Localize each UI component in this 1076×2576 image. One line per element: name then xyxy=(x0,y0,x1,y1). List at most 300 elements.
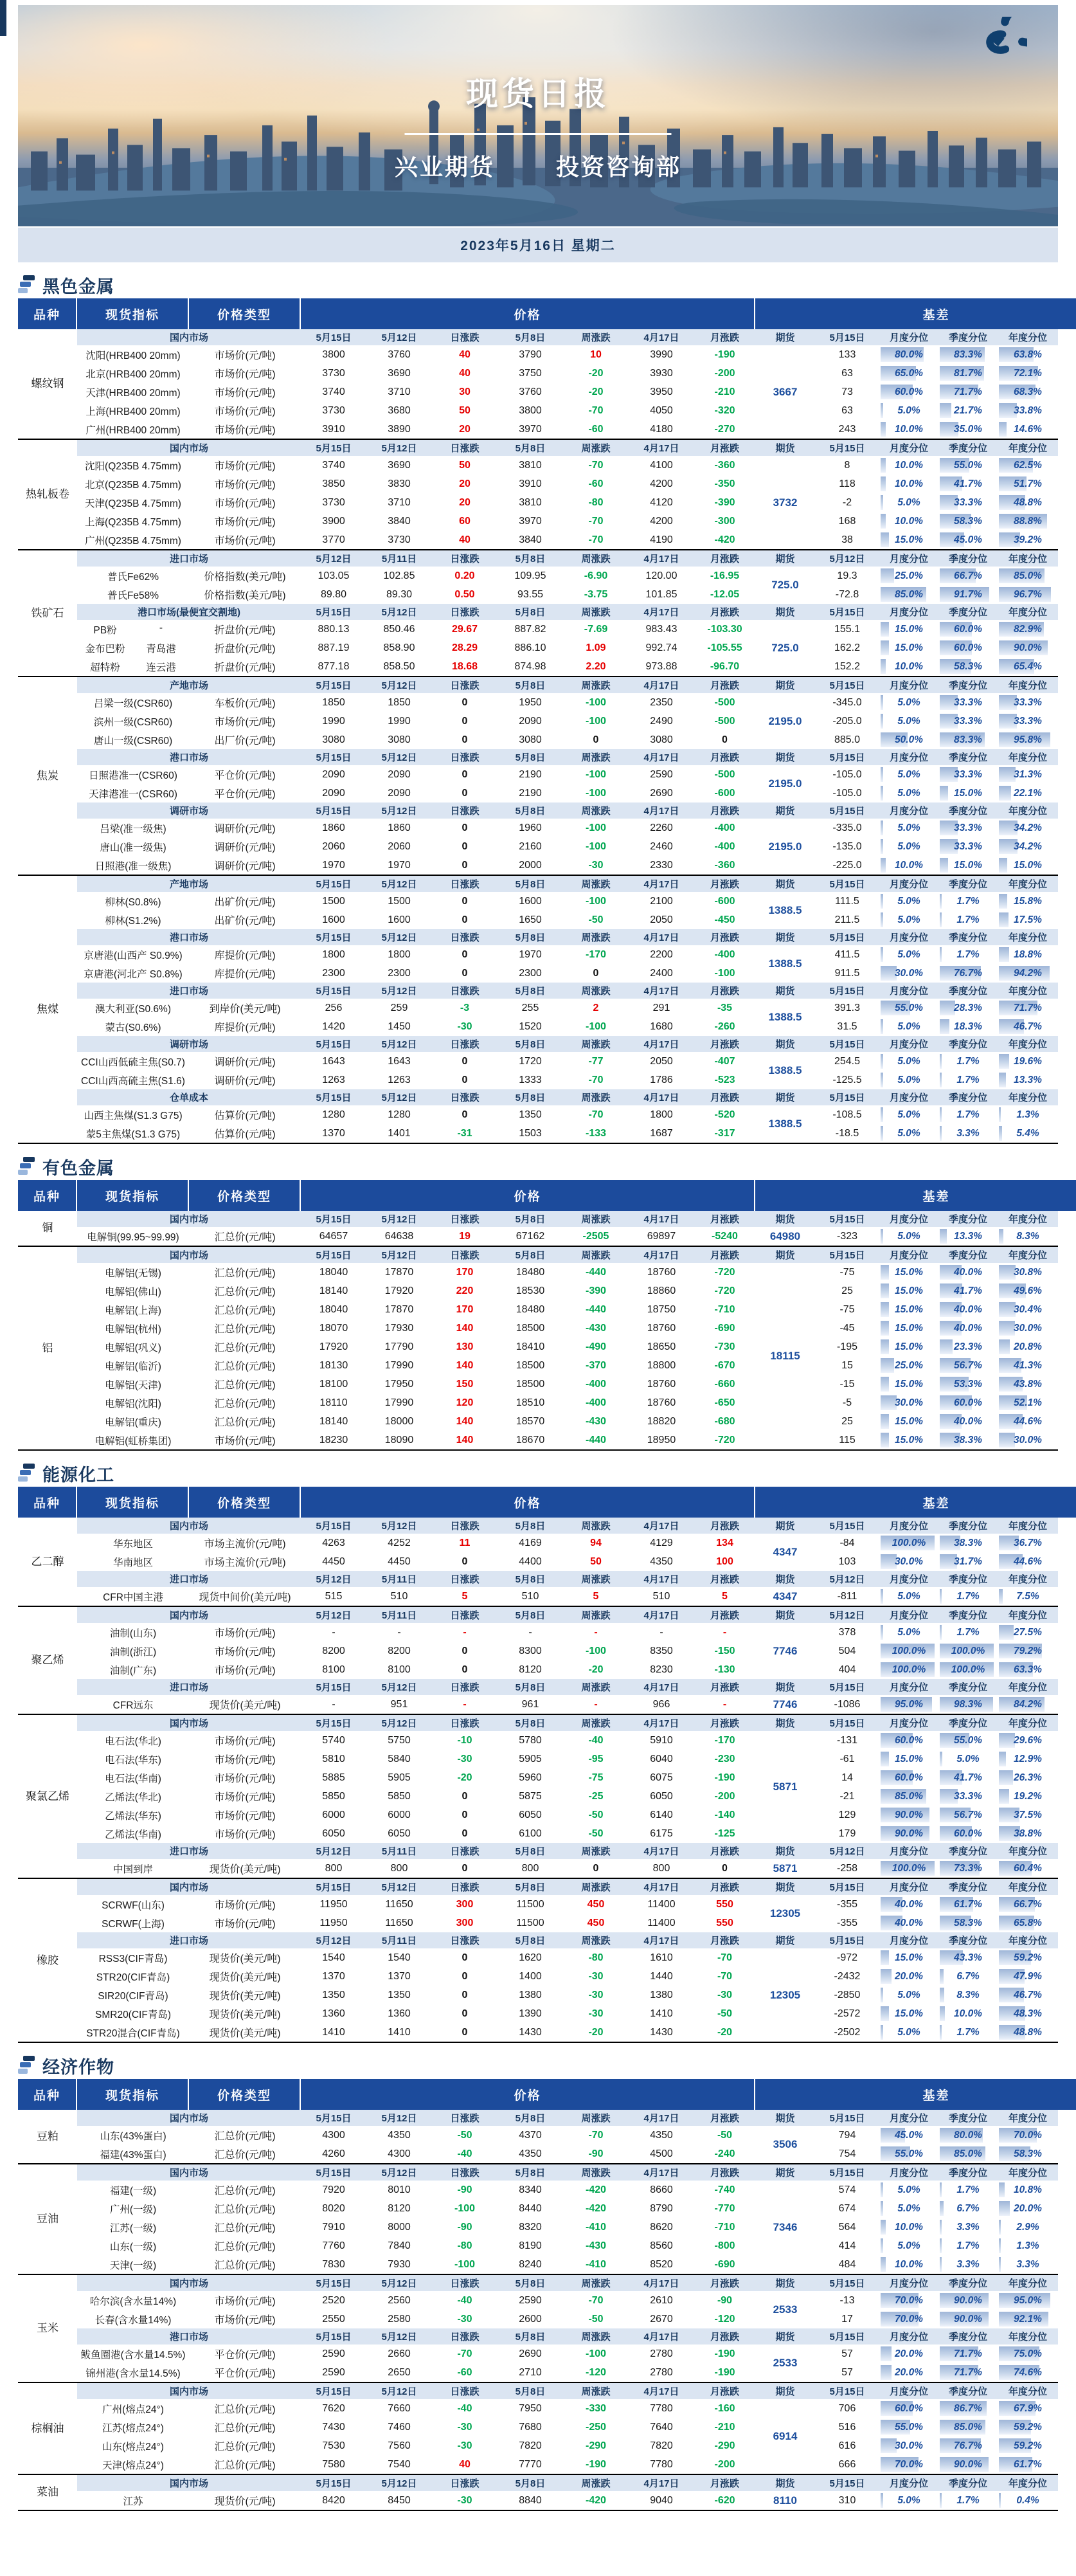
indicator-cell xyxy=(77,1862,189,1876)
price-type-cell: 汇总价(元/吨) xyxy=(214,1417,276,1428)
subheader-date-label: 5月8日 xyxy=(515,752,546,763)
percentile-value: 36.7% xyxy=(1014,1537,1042,1548)
subheader-date-label: 月度分位 xyxy=(889,2478,928,2489)
subheader-date-label: 5月8日 xyxy=(515,1039,546,1050)
month-change: -300 xyxy=(714,515,735,527)
percentile-value: 55.0% xyxy=(954,1734,982,1746)
percentile-value: 70.0% xyxy=(1014,2129,1042,2141)
indicator-cell xyxy=(77,2294,189,2308)
basis-value: 162.2 xyxy=(834,642,861,653)
percentile-quarter xyxy=(938,1534,998,1552)
percentile-value: 28.3% xyxy=(954,1002,982,1013)
group-rows xyxy=(77,620,1058,676)
price-prev: 800 xyxy=(390,1862,408,1874)
price-prev: 8120 xyxy=(388,2202,411,2214)
subheader-date-label: 期货 xyxy=(775,1521,795,1532)
market-subheader-row xyxy=(77,329,1058,345)
market-subheader-row xyxy=(77,1571,1058,1587)
indicator-name: 北京(Q235B 4.75mm) xyxy=(85,479,181,491)
percentile-value: 41.7% xyxy=(954,1772,982,1783)
commodity-section xyxy=(18,1153,1058,1451)
percentile-value: 41.7% xyxy=(954,1285,982,1296)
percentile-year xyxy=(998,2236,1058,2255)
subheader-date-label: 月度分位 xyxy=(889,2113,928,2124)
week-change: -100 xyxy=(585,822,607,833)
week-change: 10 xyxy=(590,349,602,360)
price-month-ago: 1786 xyxy=(650,1074,673,1085)
percentile-year xyxy=(998,475,1058,493)
week-change: -120 xyxy=(585,2366,607,2378)
price-week-ago: 7950 xyxy=(519,2402,542,2414)
subheader-date-label: 5月12日 xyxy=(316,1610,352,1621)
variety-name: 豆油 xyxy=(37,2213,58,2226)
percentile-quarter xyxy=(938,1052,998,1071)
price-type-cell: 出矿价(元/吨) xyxy=(214,916,276,927)
percentile-month xyxy=(879,945,938,964)
subheader-date-label: 周涨跌 xyxy=(581,806,611,817)
percentile-value: 8.3% xyxy=(956,1989,980,2000)
table-row xyxy=(77,1282,1058,1300)
week-change: -430 xyxy=(585,2240,607,2251)
percentile-month xyxy=(879,1412,938,1431)
section-bullet-icon xyxy=(18,1157,35,1176)
month-change: -290 xyxy=(714,2440,735,2451)
subheader-date-label: 5月8日 xyxy=(515,932,546,943)
basis-value: 152.2 xyxy=(834,660,861,672)
price-week-ago: 18500 xyxy=(516,1322,545,1334)
week-change: -70 xyxy=(588,515,604,527)
percentile-quarter xyxy=(938,784,998,803)
week-change: -80 xyxy=(588,496,604,508)
price-week-ago: 109.95 xyxy=(514,570,546,581)
percentile-month xyxy=(879,620,938,639)
percentile-value: 74.6% xyxy=(1014,2366,1042,2378)
market-subheader-row xyxy=(77,1036,1058,1052)
day-change: 40 xyxy=(459,534,471,545)
percentile-month xyxy=(879,2310,938,2328)
subheader-date-label: 月度分位 xyxy=(889,2332,928,2343)
basis-value: 516 xyxy=(838,2421,856,2433)
market-subheader-row xyxy=(77,2275,1058,2291)
subheader-date-label: 月涨跌 xyxy=(710,1682,739,1693)
month-change: -620 xyxy=(714,2494,735,2506)
month-change: -520 xyxy=(714,1109,735,1120)
basis-value: 574 xyxy=(838,2184,856,2195)
percentile-quarter xyxy=(938,1552,998,1571)
indicator-name: 华南地区 xyxy=(112,1557,153,1568)
week-change: 0 xyxy=(593,734,599,745)
price-month-ago: 8350 xyxy=(650,1645,673,1656)
day-change: 50 xyxy=(459,404,471,416)
commodity-rows-block xyxy=(77,2383,1058,2474)
market-label: 国内市场 xyxy=(169,2278,208,2289)
subheader-date-label: 月涨跌 xyxy=(710,1846,739,1857)
percentile-month xyxy=(879,1393,938,1412)
indicator-cell xyxy=(77,1663,189,1677)
subheader-date-label: 季度分位 xyxy=(948,443,987,454)
table-row xyxy=(77,693,1058,712)
subheader-date-label: 月度分位 xyxy=(889,1718,928,1729)
percentile-value: 13.3% xyxy=(1014,1074,1042,1085)
variety-name: 聚乙烯 xyxy=(31,1654,64,1667)
subheader-date-label: 周涨跌 xyxy=(581,1682,611,1693)
price-current: 8020 xyxy=(322,2202,345,2214)
commodity-rows-block xyxy=(77,1247,1058,1449)
table-row xyxy=(77,1534,1058,1552)
price-week-ago: 2600 xyxy=(519,2313,542,2325)
day-change: 300 xyxy=(456,1917,474,1928)
percentile-quarter xyxy=(938,1806,998,1824)
percentile-value: 100.0% xyxy=(892,1664,926,1675)
price-month-ago: 4050 xyxy=(650,404,673,416)
basis-value: 129 xyxy=(838,1809,856,1820)
basis-value: 885.0 xyxy=(834,734,861,745)
subheader-date-label: 周涨跌 xyxy=(581,1936,611,1946)
subheader-date-label: 5月15日 xyxy=(829,1718,865,1729)
percentile-quarter xyxy=(938,1859,998,1878)
price-current: 4450 xyxy=(322,1556,345,1567)
percentile-value: 100.0% xyxy=(951,1664,985,1675)
subheader-date-label: 周涨跌 xyxy=(581,2386,611,2397)
report-banner xyxy=(18,5,1058,226)
subheader-date-label: 5月15日 xyxy=(316,1718,352,1729)
subheader-date-label: 月涨跌 xyxy=(710,986,739,997)
percentile-value: 5.0% xyxy=(897,1127,920,1139)
month-change: -670 xyxy=(714,1359,735,1371)
price-month-ago: 11400 xyxy=(647,1917,676,1928)
subheader-date-label: 5月15日 xyxy=(316,986,352,997)
price-prev: 3710 xyxy=(388,386,411,397)
price-current: - xyxy=(332,1698,336,1710)
subheader-date-label: 5月15日 xyxy=(829,2386,865,2397)
percentile-value: 15.0% xyxy=(1014,859,1042,871)
subheader-date-label: 期货 xyxy=(775,2278,795,2289)
price-month-ago: 8620 xyxy=(650,2221,673,2233)
subheader-date-label: 日涨跌 xyxy=(450,932,480,943)
market-subheader-row xyxy=(77,2383,1058,2399)
percentile-value: 10.0% xyxy=(895,2221,923,2233)
day-change: 0 xyxy=(462,1790,468,1802)
percentile-month xyxy=(879,1914,938,1932)
price-current: 5885 xyxy=(322,1772,345,1783)
table-row xyxy=(77,765,1058,784)
price-current: 3900 xyxy=(322,515,345,527)
percentile-quarter xyxy=(938,1787,998,1806)
day-change: 140 xyxy=(456,1359,474,1371)
subheader-date-label: 月涨跌 xyxy=(710,806,739,817)
percentile-quarter xyxy=(938,2181,998,2199)
percentile-month xyxy=(879,1052,938,1071)
week-change: 0 xyxy=(593,967,599,979)
subheader-date-label: 期货 xyxy=(775,1682,795,1693)
indicator-cell xyxy=(77,367,189,381)
subheader-date-label: 月度分位 xyxy=(889,1610,928,1621)
indicator-cell xyxy=(77,948,189,962)
percentile-value: 59.2% xyxy=(1014,2440,1042,2451)
subheader-date-label: 5月15日 xyxy=(829,1214,865,1225)
percentile-quarter xyxy=(938,1587,998,1606)
day-change: 30 xyxy=(459,386,471,397)
table-row xyxy=(77,2145,1058,2163)
date-bar: 2023年5月16日 星期二 xyxy=(18,228,1058,262)
percentile-month xyxy=(879,1356,938,1375)
percentile-month xyxy=(879,1768,938,1787)
percentile-quarter xyxy=(938,1623,998,1642)
percentile-month xyxy=(879,1967,938,1986)
percentile-value: 62.5% xyxy=(1014,459,1042,471)
price-type-cell: 市场主流价(元/吨) xyxy=(204,1557,286,1568)
commodity-block xyxy=(18,2110,1058,2164)
percentile-quarter xyxy=(938,364,998,383)
table-row xyxy=(77,1642,1058,1660)
table-row xyxy=(77,712,1058,730)
indicator-name: 长春(含水量14%) xyxy=(94,2314,172,2326)
price-type-cell: 现货价(美元/吨) xyxy=(209,1991,281,2002)
month-change: -190 xyxy=(714,1772,735,1783)
basis-value: -13 xyxy=(839,2294,855,2306)
subheader-date-label: 年度分位 xyxy=(1008,1039,1047,1050)
group-rows xyxy=(77,1587,1058,1606)
percentile-value: 15.0% xyxy=(954,859,982,871)
month-change: 5 xyxy=(722,1590,728,1602)
percentile-month xyxy=(879,1105,938,1124)
indicator-name: 电解铝(上海) xyxy=(105,1305,161,1316)
subheader-date-label: 4月17日 xyxy=(643,1936,679,1946)
month-change: -650 xyxy=(714,1397,735,1408)
price-type-cell: 市场价(元/吨) xyxy=(214,517,276,528)
indicator-cell xyxy=(77,1698,189,1712)
percentile-quarter xyxy=(938,531,998,549)
group-rows xyxy=(77,1731,1058,1843)
week-change: -100 xyxy=(585,895,607,907)
price-type-cell: 市场价(元/吨) xyxy=(214,1736,276,1747)
subheader-date-label: 4月17日 xyxy=(643,879,679,890)
subheader-date-label: 期货 xyxy=(775,2386,795,2397)
subheader-date-label: 5月15日 xyxy=(829,752,865,763)
price-prev: 3680 xyxy=(388,404,411,416)
indicator-cell xyxy=(77,1108,189,1122)
futures-price: 1388.5 xyxy=(768,1118,802,1130)
market-label: 进口市场 xyxy=(169,554,208,565)
price-type-cell: 估算价(元/吨) xyxy=(214,1111,276,1121)
percentile-value: 55.0% xyxy=(895,2148,923,2159)
price-prev: 17990 xyxy=(384,1359,414,1371)
subheader-date-label: 5月12日 xyxy=(381,1682,417,1693)
percentile-year xyxy=(998,2418,1058,2436)
basis-value: 391.3 xyxy=(834,1002,861,1013)
week-change: -60 xyxy=(588,478,604,489)
section-title-label: 有色金属 xyxy=(42,1158,114,1178)
price-type-cell: 市场主流价(元/吨) xyxy=(204,1539,286,1550)
subheader-date-label: 周涨跌 xyxy=(581,1521,611,1532)
day-change: 300 xyxy=(456,1898,474,1910)
basis-value: -135.0 xyxy=(832,840,862,852)
percentile-value: 85.0% xyxy=(954,2421,982,2433)
subheader-date-label: 4月17日 xyxy=(643,443,679,454)
percentile-value: 33.3% xyxy=(954,768,982,780)
price-month-ago: 2590 xyxy=(650,768,673,780)
percentile-value: 59.2% xyxy=(1014,2421,1042,2433)
price-type-cell: 市场价(元/吨) xyxy=(214,1829,276,1840)
price-prev: 64638 xyxy=(384,1230,414,1242)
percentile-month xyxy=(879,2004,938,2023)
price-prev: 951 xyxy=(390,1698,408,1710)
percentile-value: 40.0% xyxy=(954,1266,982,1278)
price-type-cell: 平仓价(元/吨) xyxy=(214,2350,276,2361)
percentile-quarter xyxy=(938,1124,998,1143)
percentile-year xyxy=(998,1750,1058,1768)
percentile-value: 83.3% xyxy=(954,349,982,360)
market-label: 国内市场 xyxy=(169,1250,208,1261)
percentile-value: 10.0% xyxy=(954,2008,982,2019)
week-change: -430 xyxy=(585,1322,607,1334)
col-header-price-group: 价格 xyxy=(301,1180,755,1211)
subheader-date-label: 年度分位 xyxy=(1008,1521,1047,1532)
price-prev: 2090 xyxy=(388,768,411,780)
price-month-ago: 4100 xyxy=(650,459,673,471)
week-change: -25 xyxy=(588,1790,604,1802)
percentile-value: 33.3% xyxy=(954,822,982,833)
price-prev: 18090 xyxy=(384,1434,414,1446)
indicator-cell xyxy=(77,1321,189,1336)
subheader-date-label: 5月15日 xyxy=(316,1093,352,1103)
month-change: -360 xyxy=(714,859,735,871)
percentile-value: 46.7% xyxy=(1014,1989,1042,2000)
percentile-value: 5.0% xyxy=(897,1230,920,1242)
table-row xyxy=(77,892,1058,911)
price-current: 4260 xyxy=(322,2148,345,2159)
indicator-cell xyxy=(77,1377,189,1392)
price-week-ago: 11500 xyxy=(516,1917,544,1928)
percentile-year xyxy=(998,585,1058,604)
subheader-date-label: 5月15日 xyxy=(829,2278,865,2289)
percentile-value: 10.0% xyxy=(895,859,923,871)
subheader-date-label: 日涨跌 xyxy=(450,1882,480,1893)
subheader-date-label: 周涨跌 xyxy=(581,1039,611,1050)
price-month-ago: 18760 xyxy=(647,1322,676,1334)
indicator-name: 电解铜(99.95~99.99) xyxy=(87,1231,179,1243)
percentile-year xyxy=(998,1552,1058,1571)
futures-price: 1388.5 xyxy=(768,1064,802,1076)
subheader-date-label: 5月8日 xyxy=(515,2478,546,2489)
month-change: -50 xyxy=(717,2008,733,2019)
percentile-value: 3.3% xyxy=(956,2221,980,2233)
percentile-value: 5.0% xyxy=(897,496,920,508)
price-type-cell: 市场价(元/吨) xyxy=(214,2296,276,2307)
subheader-date-label: 5月12日 xyxy=(381,2386,417,2397)
indicator-cell xyxy=(77,2402,189,2416)
commodity-rows-block xyxy=(77,329,1058,439)
percentile-value: 5.0% xyxy=(897,768,920,780)
day-change: 140 xyxy=(456,1434,474,1446)
percentile-year xyxy=(998,1806,1058,1824)
market-group xyxy=(77,983,1058,1036)
basis-value: -195 xyxy=(836,1341,858,1352)
price-month-ago: 2670 xyxy=(650,2313,673,2325)
percentile-month xyxy=(879,475,938,493)
percentile-value: 5.0% xyxy=(897,1055,920,1067)
percentile-quarter xyxy=(938,1750,998,1768)
indicator-cell xyxy=(77,1055,189,1069)
percentile-month xyxy=(879,1948,938,1967)
percentile-value: 60.0% xyxy=(895,1772,923,1783)
percentile-month xyxy=(879,1859,938,1878)
subheader-date-label: 5月12日 xyxy=(381,2168,417,2179)
subheader-date-label: 日涨跌 xyxy=(450,1718,480,1729)
month-change: -140 xyxy=(714,1809,735,1820)
price-month-ago: 4129 xyxy=(650,1537,673,1548)
subheader-date-label: 4月17日 xyxy=(643,1846,679,1857)
subheader-date-label: 周涨跌 xyxy=(581,986,611,997)
percentile-value: 15.0% xyxy=(895,623,923,635)
price-prev: 7930 xyxy=(388,2258,411,2270)
table-row xyxy=(77,2218,1058,2236)
indicator-name: CCI山西低硫主焦(S0.7) xyxy=(81,1057,185,1068)
futures-price: 2195.0 xyxy=(768,840,802,853)
month-change: - xyxy=(722,1698,727,1710)
price-current: 7920 xyxy=(322,2184,345,2195)
day-change: -3 xyxy=(460,1002,470,1013)
indicator-cell xyxy=(77,2258,189,2272)
basis-value: -2432 xyxy=(834,1970,861,1982)
price-prev: 1860 xyxy=(388,822,411,833)
col-header-indicator: 现货指标 xyxy=(77,1487,189,1518)
subheader-date-label: 5月15日 xyxy=(316,879,352,890)
subheader-date-label: 5月15日 xyxy=(316,2113,352,2124)
week-change: -170 xyxy=(585,948,607,960)
subheader-date-label: 期货 xyxy=(775,2478,795,2489)
group-rows xyxy=(77,945,1058,983)
percentile-value: 56.7% xyxy=(954,1359,982,1371)
day-change: 0 xyxy=(462,822,468,833)
percentile-value: 33.8% xyxy=(1014,404,1042,416)
week-change: 94 xyxy=(590,1537,602,1548)
market-label: 进口市场 xyxy=(169,1846,208,1857)
basis-value: 414 xyxy=(838,2240,856,2251)
indicator-cell xyxy=(77,2202,189,2216)
commodity-section xyxy=(18,1460,1058,2043)
subheader-date-label: 4月17日 xyxy=(643,1093,679,1103)
percentile-value: 83.3% xyxy=(954,734,982,745)
percentile-value: 55.0% xyxy=(895,1002,923,1013)
basis-value: -5 xyxy=(842,1397,852,1408)
indicator-name: 电解铝(沈阳) xyxy=(105,1398,161,1410)
subheader-date-label: 年度分位 xyxy=(1008,1936,1047,1946)
day-change: 0 xyxy=(462,1074,468,1085)
price-type-cell: 现货价(美元/吨) xyxy=(209,1864,281,1875)
market-subheader-row xyxy=(77,1843,1058,1859)
percentile-value: 5.0% xyxy=(897,2184,920,2195)
market-label: 国内市场 xyxy=(169,443,208,454)
price-current: 800 xyxy=(325,1862,343,1874)
market-label: 国内市场 xyxy=(169,1718,208,1729)
basis-value: -205.0 xyxy=(832,715,862,727)
commodity-rows-block xyxy=(77,440,1058,549)
indicator-cell xyxy=(77,913,189,927)
basis-value: 404 xyxy=(838,1664,856,1675)
price-week-ago: 1503 xyxy=(519,1127,542,1139)
basis-value: 243 xyxy=(838,423,856,435)
month-change: -30 xyxy=(717,1989,733,2000)
price-type-cell: 市场价(元/吨) xyxy=(214,1919,276,1930)
commodity-block xyxy=(18,2164,1058,2275)
subheader-date-label: 月度分位 xyxy=(889,1936,928,1946)
indicator-cell xyxy=(77,2439,189,2453)
price-month-ago: 2100 xyxy=(650,895,673,907)
day-change: 0 xyxy=(462,1645,468,1656)
subheader-date-label: 5月8日 xyxy=(515,2332,546,2343)
price-current: 3740 xyxy=(322,386,345,397)
